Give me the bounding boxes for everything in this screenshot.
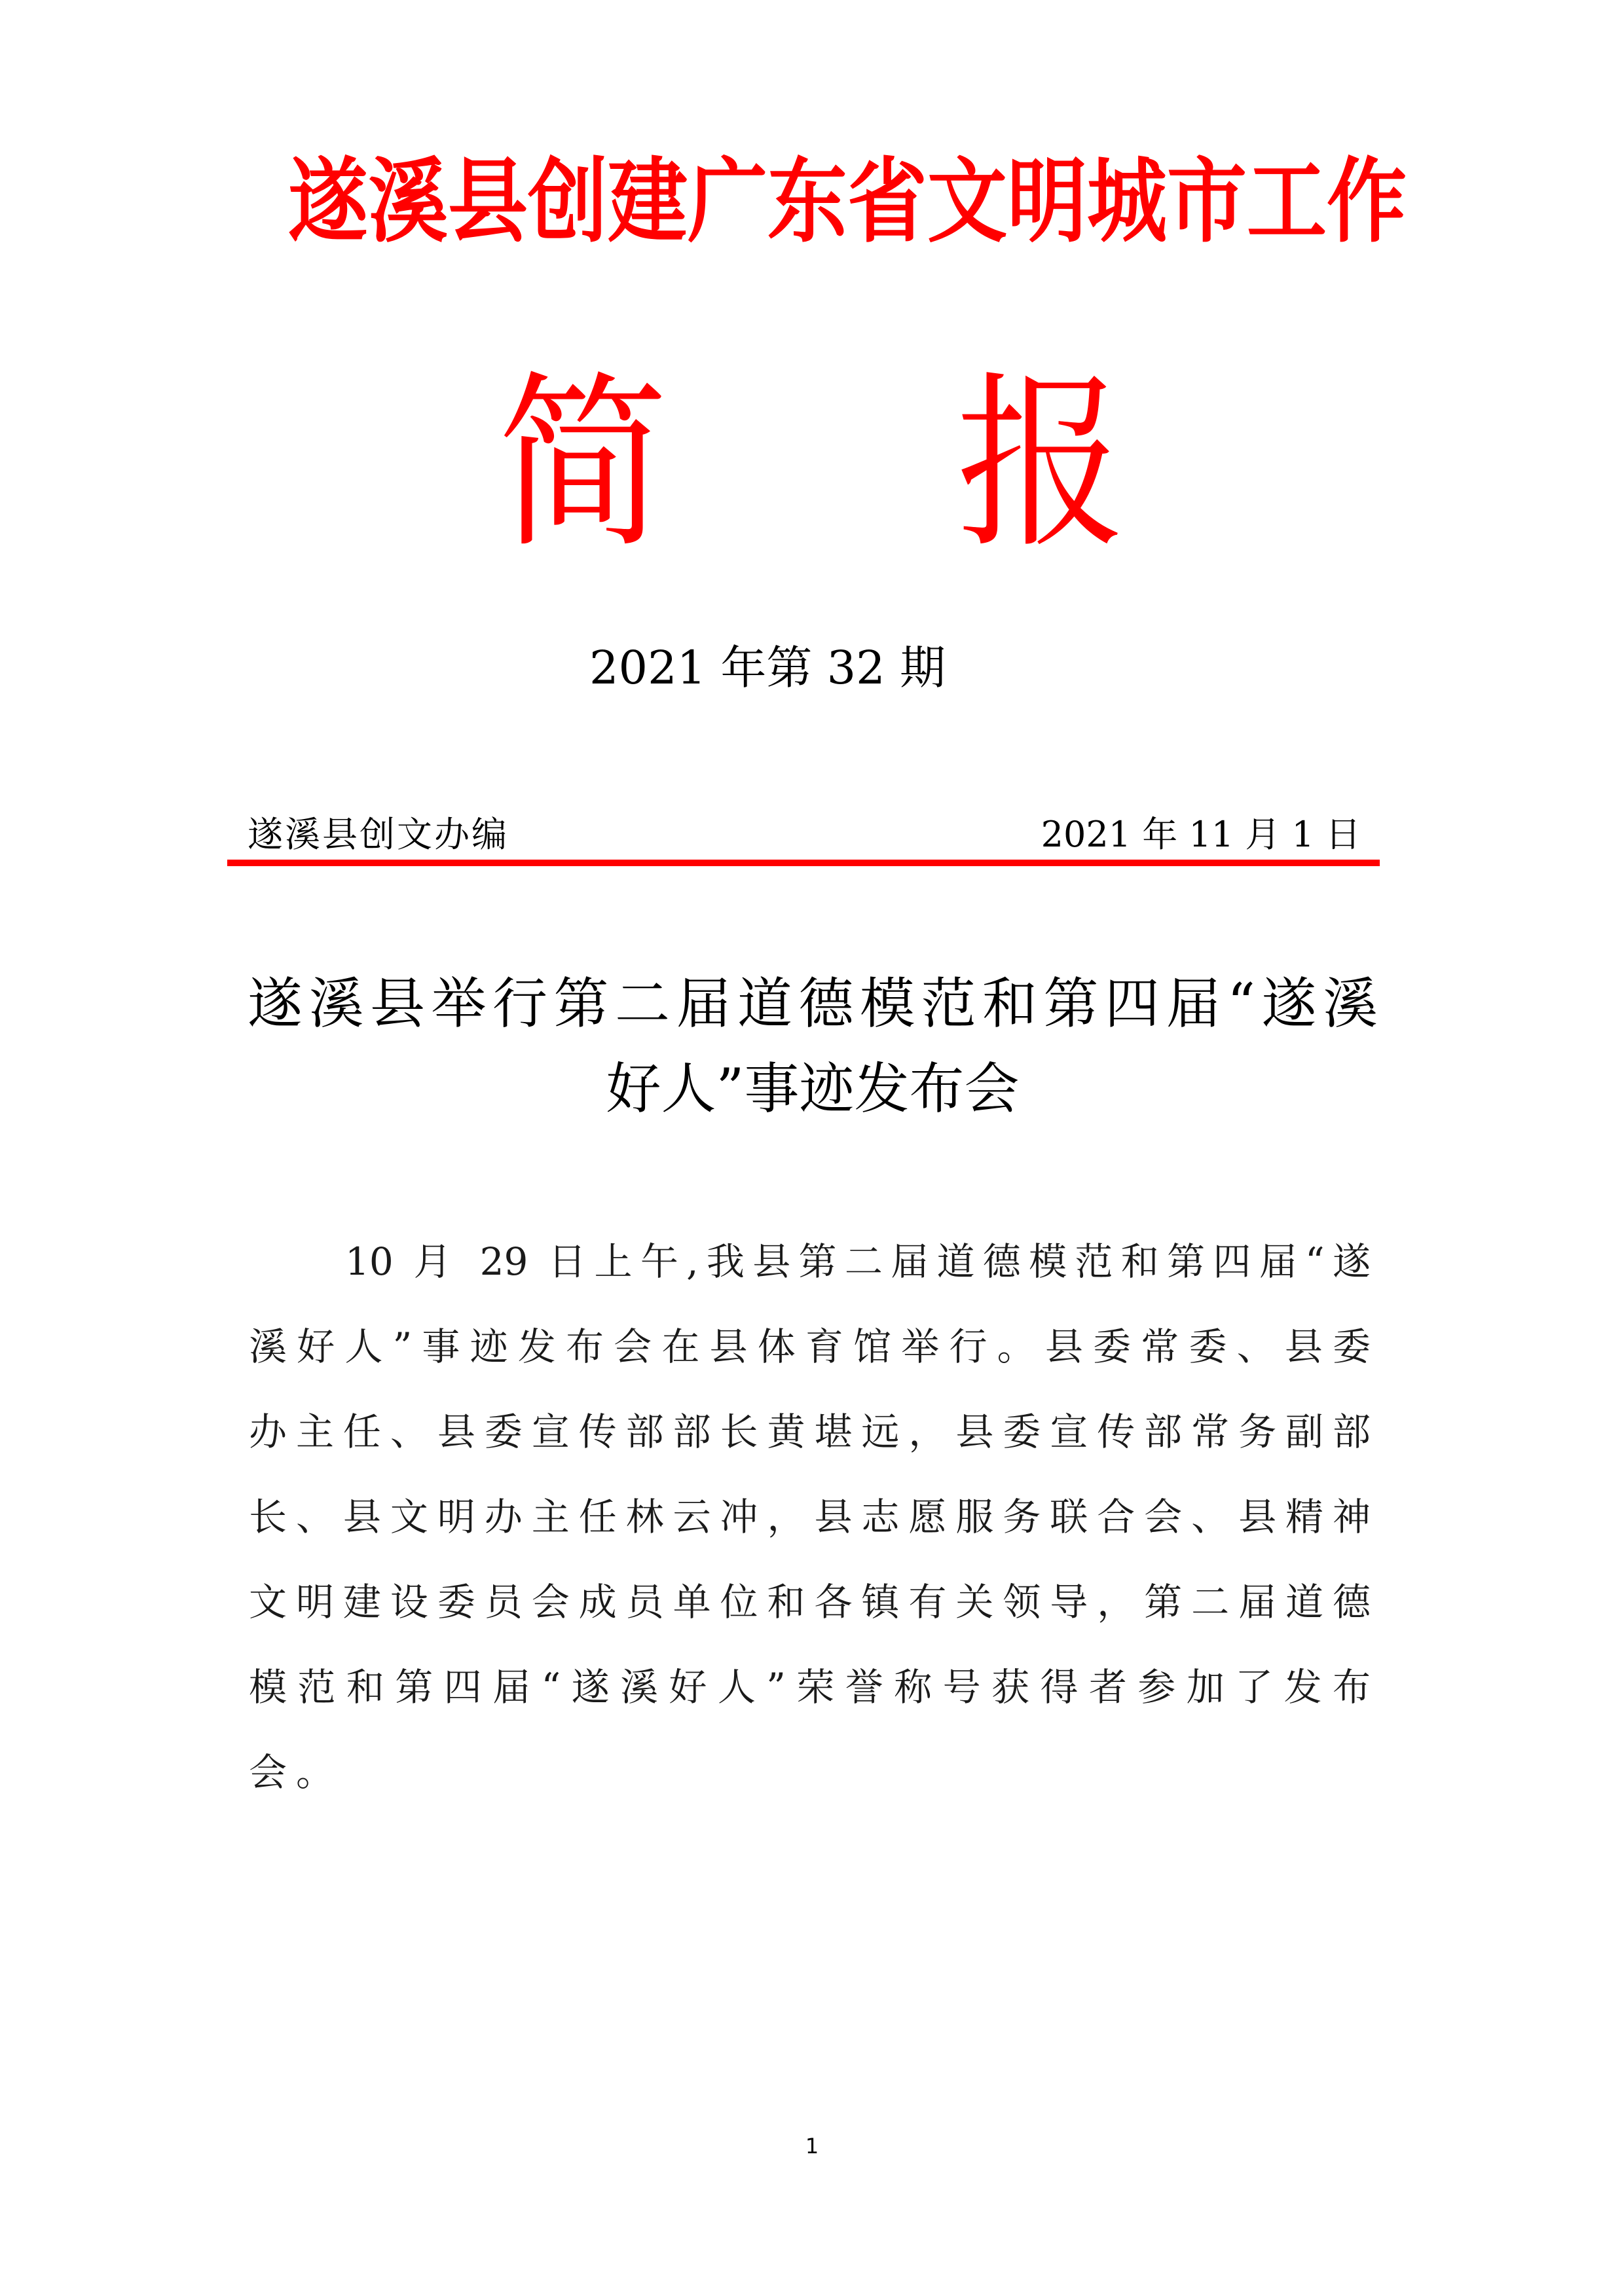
body-line: 模范和第四届“遂溪好人”荣誉称号获得者参加了发布	[249, 1665, 1371, 1709]
editor-label: 遂溪县创文办编	[248, 814, 509, 855]
body-line: 办主任、县委宣传部部长黄堪远，县委宣传部常务副部	[249, 1410, 1371, 1454]
red-divider	[227, 860, 1380, 866]
body-line: 长、县文明办主任林云冲，县志愿服务联合会、县精神	[249, 1495, 1371, 1539]
body-line: 文明建设委员会成员单位和各镇有关领导，第二届道德	[249, 1580, 1371, 1624]
masthead-title: 遂溪县创建广东省文明城市工作	[288, 148, 1407, 255]
page-number: 1	[805, 2134, 819, 2159]
article-title-line-2: 好人”事迹发布会	[606, 1057, 1020, 1121]
issue-number: 2021 年第 32 期	[589, 641, 946, 695]
body-line: 10 月 29 日上午,我县第二届道德模范和第四届“遂	[345, 1239, 1371, 1284]
body-line: 溪好人”事迹发布会在县体育馆举行。县委常委、县委	[249, 1324, 1371, 1369]
masthead-subtitle: 简 报	[498, 355, 1126, 574]
publish-date: 2021 年 11 月 1 日	[1041, 814, 1361, 855]
article-title-line-1: 遂溪县举行第二届道德模范和第四届“遂溪	[248, 972, 1378, 1036]
body-line: 会。	[249, 1750, 344, 1795]
publication-meta	[248, 812, 1361, 858]
